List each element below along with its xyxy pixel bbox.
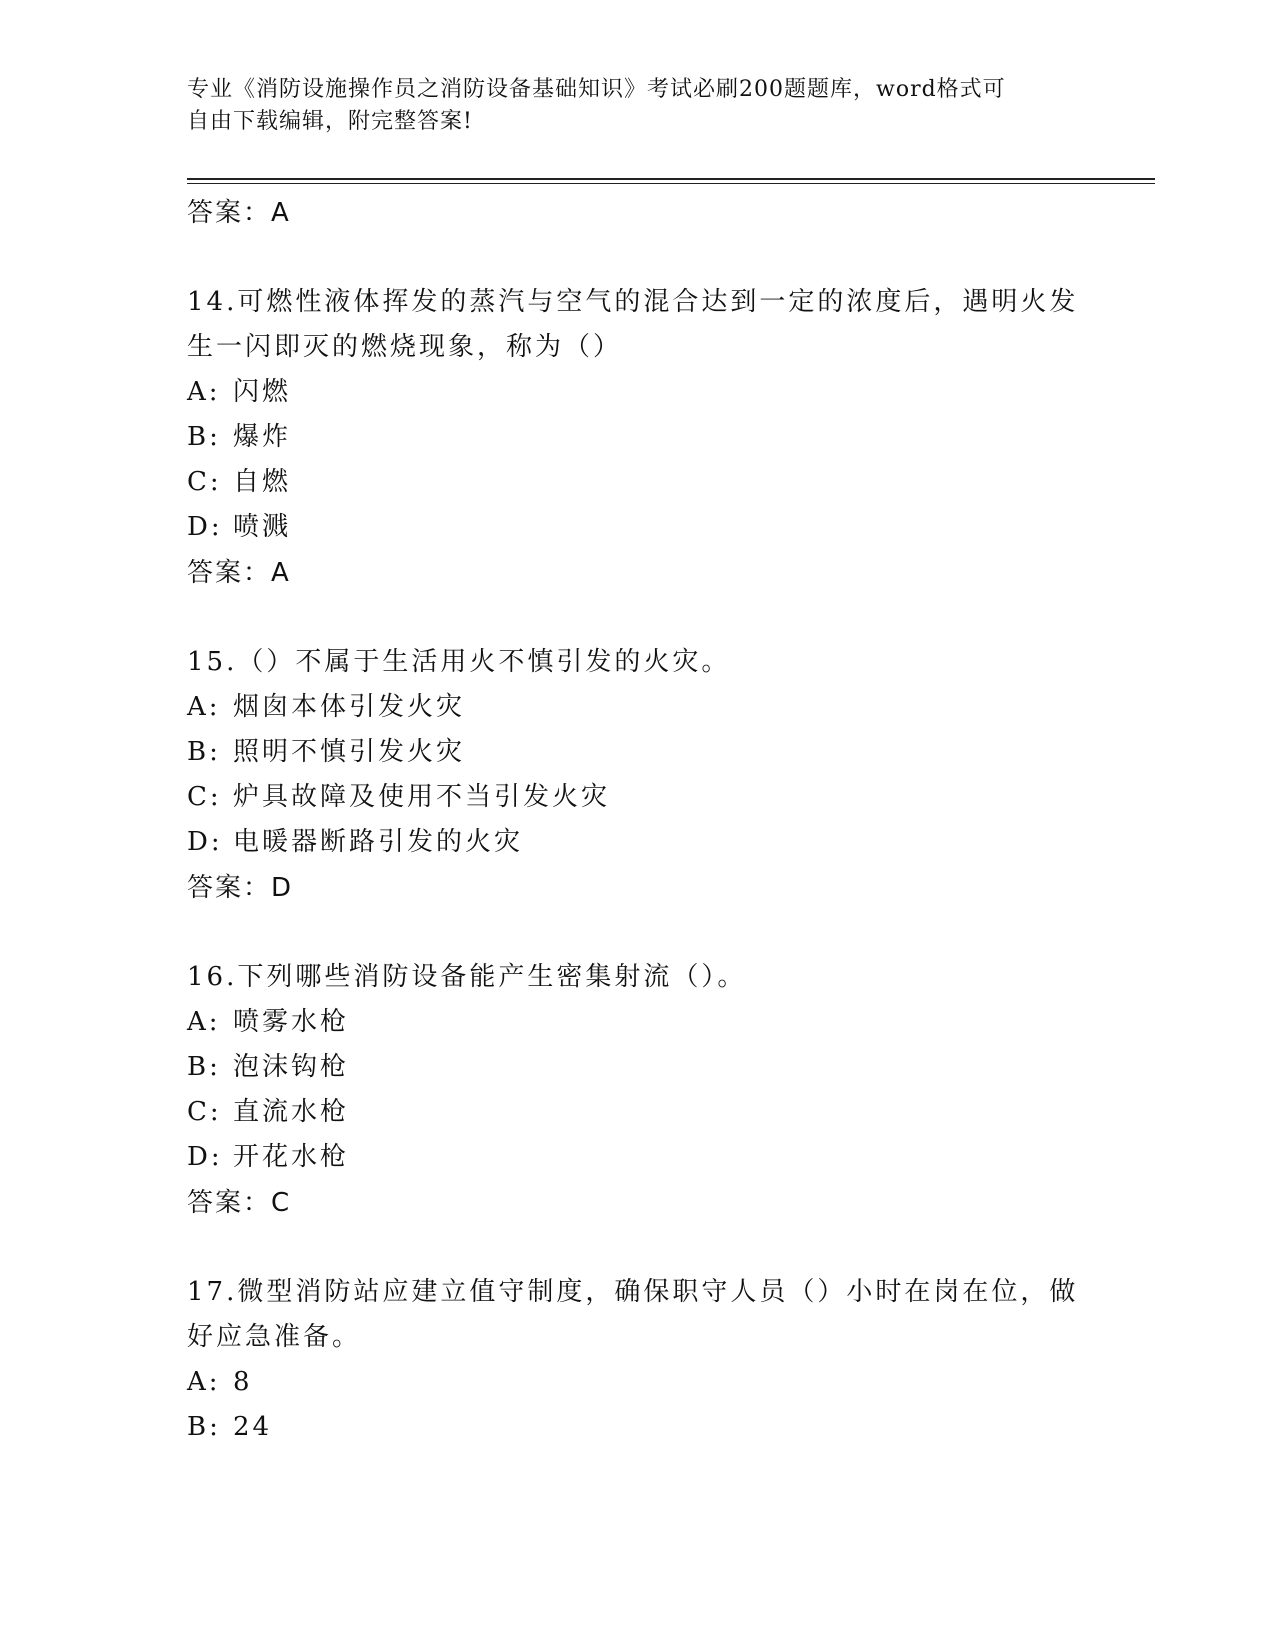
option-d — [187, 820, 1087, 865]
option-text: 自燃 — [233, 467, 292, 497]
option-b — [187, 415, 1087, 460]
option-key: A: — [187, 1007, 221, 1037]
option-c — [187, 775, 1087, 820]
option-b — [187, 1405, 1087, 1450]
question-stem-line: 14.可燃性液体挥发的蒸汽与空气的混合达到一定的浓度后，遇明火发 — [187, 287, 1079, 317]
option-text: 炉具故障及使用不当引发火灾 — [233, 782, 611, 812]
option-key: C: — [187, 467, 222, 497]
option-text: 泡沫钩枪 — [233, 1052, 350, 1082]
option-text: 爆炸 — [233, 422, 292, 452]
document-header — [187, 74, 1087, 138]
option-key: D: — [187, 827, 223, 857]
question-block — [187, 1270, 1087, 1450]
option-d — [187, 1135, 1087, 1180]
option-text: 电暖器断路引发的火灾 — [233, 827, 524, 857]
question-stem — [187, 640, 1087, 685]
option-key: C: — [187, 1097, 222, 1127]
option-key: A: — [187, 1367, 221, 1397]
answer-line — [187, 865, 1087, 911]
answer-value: A — [271, 558, 291, 588]
option-text: 闪燃 — [233, 377, 292, 407]
option-a — [187, 1360, 1087, 1405]
question-stem-line: 生一闪即灭的燃烧现象，称为（） — [187, 332, 623, 362]
question-block — [187, 640, 1087, 911]
option-text: 烟囱本体引发火灾 — [233, 692, 466, 722]
option-key: B: — [187, 422, 221, 452]
option-text: 8 — [233, 1367, 253, 1397]
option-key: D: — [187, 512, 223, 542]
option-text: 喷雾水枪 — [233, 1007, 350, 1037]
option-key: C: — [187, 782, 222, 812]
answer-value: A — [271, 198, 291, 228]
question-list — [187, 190, 1087, 1450]
answer-line — [187, 1180, 1087, 1226]
answer-line — [187, 550, 1087, 596]
header-rule-thin — [187, 183, 1155, 184]
answer-label: 答案： — [187, 1188, 272, 1218]
option-c — [187, 460, 1087, 505]
header-line-1: 专业《消防设施操作员之消防设备基础知识》考试必刷200题题库，word格式可 — [187, 77, 1006, 102]
answer-line — [187, 190, 1087, 236]
option-key: B: — [187, 1412, 221, 1442]
option-d — [187, 505, 1087, 550]
question-block — [187, 955, 1087, 1226]
question-stem-line: 15.（）不属于生活用火不慎引发的火灾。 — [187, 647, 731, 677]
answer-value: D — [271, 873, 294, 903]
option-b — [187, 730, 1087, 775]
answer-label: 答案： — [187, 558, 272, 588]
answer-label: 答案： — [187, 198, 272, 228]
question-stem-line: 17.微型消防站应建立值守制度，确保职守人员（）小时在岗在位，做 — [187, 1277, 1079, 1307]
option-text: 24 — [233, 1412, 273, 1442]
option-c — [187, 1090, 1087, 1135]
option-text: 直流水枪 — [233, 1097, 350, 1127]
question-stem-line: 16.下列哪些消防设备能产生密集射流（）。 — [187, 962, 747, 992]
question-stem — [187, 955, 1087, 1000]
header-rule-thick — [187, 178, 1155, 180]
option-key: A: — [187, 377, 221, 407]
option-a — [187, 1000, 1087, 1045]
header-line-2: 自由下载编辑，附完整答案! — [187, 109, 473, 134]
option-a — [187, 685, 1087, 730]
question-stem-line: 好应急准备。 — [187, 1322, 362, 1352]
question-stem — [187, 280, 1087, 370]
option-key: B: — [187, 737, 221, 767]
option-key: A: — [187, 692, 221, 722]
option-text: 照明不慎引发火灾 — [233, 737, 466, 767]
option-key: D: — [187, 1142, 223, 1172]
option-key: B: — [187, 1052, 221, 1082]
question-block — [187, 280, 1087, 596]
option-text: 开花水枪 — [233, 1142, 350, 1172]
answer-label: 答案： — [187, 873, 272, 903]
option-b — [187, 1045, 1087, 1090]
question-stem — [187, 1270, 1087, 1360]
answer-value: C — [271, 1188, 292, 1218]
option-text: 喷溅 — [233, 512, 292, 542]
option-a — [187, 370, 1087, 415]
